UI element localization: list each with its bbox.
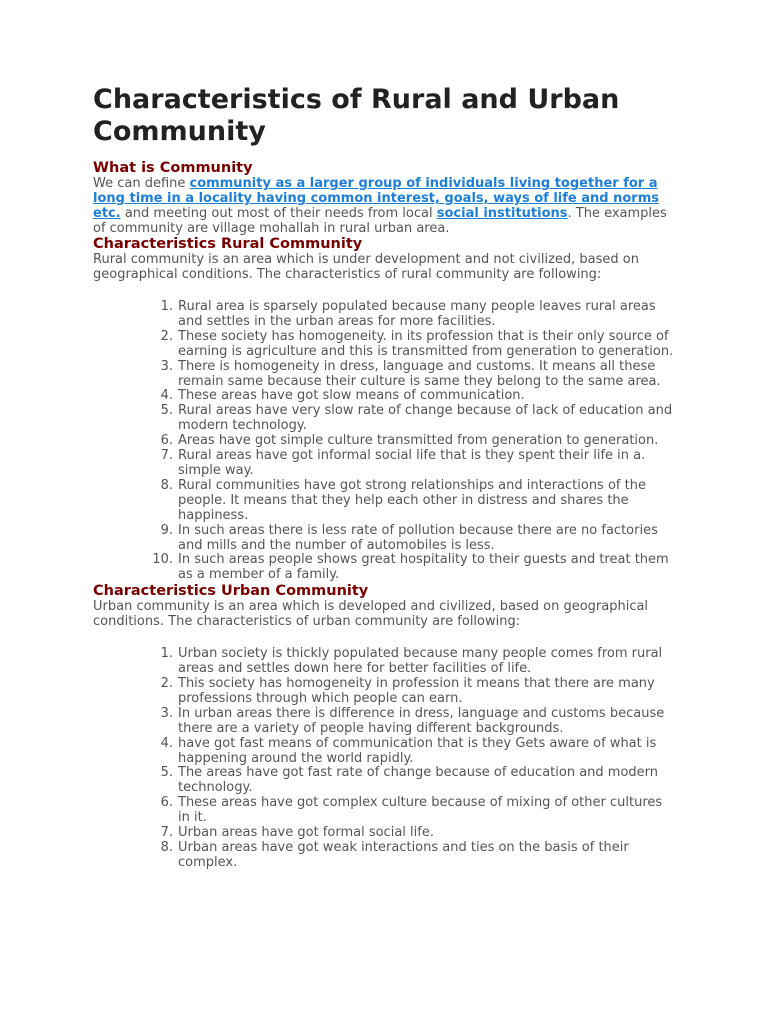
list-item xyxy=(93,707,677,737)
list-item-text: Urban areas have got formal social life. xyxy=(178,825,434,841)
section-heading-urban-community: Characteristics Urban Community xyxy=(93,583,369,600)
list-item xyxy=(93,389,677,404)
list-item-text: These society has homogeneity. in its profession that is their only source of earning is agriculture and this is transmitted from generation to generation. xyxy=(178,328,674,359)
section-heading-what-is-community: What is Community xyxy=(93,160,253,176)
definition-text-after: . The examples of community are village mohallah in rural urban area. xyxy=(93,206,667,236)
list-item xyxy=(93,434,677,449)
list-item-number: 4. xyxy=(160,735,173,751)
list-item-text: Rural areas have very slow rate of change because of lack of education and modern technology. xyxy=(178,403,673,434)
list-item-number: 1. xyxy=(160,299,173,314)
community-definition-link[interactable]: community as a larger group of individuals living together for a long time in a locality having common interest, goals, ways of life and norms etc. xyxy=(93,176,659,221)
list-item xyxy=(93,300,677,330)
list-item-number: 1. xyxy=(160,646,173,662)
rural-characteristics-list xyxy=(93,300,677,583)
list-item xyxy=(93,737,677,767)
list-item-number: 3. xyxy=(160,705,173,721)
list-item xyxy=(93,796,677,826)
list-item xyxy=(93,647,677,677)
list-item xyxy=(93,360,677,390)
list-item-text: Rural areas have got informal social life that is they spent their life in a. simple way. xyxy=(178,448,646,478)
list-item-text: These areas have got slow means of communication. xyxy=(178,388,525,404)
list-item-text: There is homogeneity in dress, language and customs. It means all these remain same because their culture is same they belong to the same area. xyxy=(178,358,661,389)
list-item-number: 8. xyxy=(160,840,173,855)
list-item xyxy=(93,677,677,707)
list-item-number: 4. xyxy=(160,388,173,404)
definition-text-middle: and meeting out most of their needs from local xyxy=(120,206,437,221)
definition-text-before: We can define xyxy=(93,176,190,191)
list-item-number: 8. xyxy=(160,477,173,493)
list-item-text: have got fast means of communication that is they Gets aware of what is happening around the world rapidly. xyxy=(178,735,657,766)
list-item-number: 6. xyxy=(160,433,173,449)
rural-intro-paragraph: Rural community is an area which is under development and not civilized, based on geographical conditions. The characteristics of rural community are following: xyxy=(93,252,639,282)
list-item-number: 2. xyxy=(160,676,173,692)
list-item-number: 9. xyxy=(160,522,173,538)
list-item-text: These areas have got complex culture because of mixing of other cultures in it. xyxy=(178,795,663,826)
list-item-number: 6. xyxy=(160,795,173,811)
list-item-text: Rural area is sparsely populated because many people leaves rural areas and settles in the urban areas for more facilities. xyxy=(178,299,656,329)
list-item-text: In such areas there is less rate of pollution because there are no factories and mills and the number of automobiles is less. xyxy=(178,522,658,553)
list-item xyxy=(93,826,677,841)
urban-intro-paragraph: Urban community is an area which is developed and civilized, based on geographical conditions. The characteristics of urban community are following: xyxy=(93,599,649,630)
list-item-text: In urban areas there is difference in dress, language and customs because there are a variety of people having different backgrounds. xyxy=(178,705,665,736)
list-item-text: The areas have got fast rate of change because of education and modern technology. xyxy=(178,765,659,796)
page-title: Characteristics of Rural and Urban Community xyxy=(93,84,620,147)
list-item-text: Areas have got simple culture transmitted from generation to generation. xyxy=(178,433,659,449)
list-item-number: 5. xyxy=(160,765,173,781)
list-item xyxy=(93,841,677,871)
list-item xyxy=(93,524,677,554)
section-heading-rural-community: Characteristics Rural Community xyxy=(93,236,363,252)
list-item xyxy=(93,449,677,479)
list-item-number: 2. xyxy=(160,328,173,344)
list-item-text: Urban society is thickly populated because many people comes from rural areas and settles down here for better facilities of life. xyxy=(178,646,663,677)
list-item xyxy=(93,766,677,796)
community-definition-paragraph xyxy=(93,176,677,236)
list-item-number: 10. xyxy=(152,552,173,568)
list-item-text: Rural communities have got strong relationships and interactions of the people. It means that they help each other in distress and shares the happiness. xyxy=(178,477,646,523)
list-item-number: 7. xyxy=(160,448,173,464)
list-item-text: Urban areas have got weak interactions and ties on the basis of their complex. xyxy=(178,840,629,870)
list-item xyxy=(93,479,677,524)
social-institutions-link[interactable]: social institutions xyxy=(436,206,568,221)
list-item-number: 5. xyxy=(160,403,173,419)
list-item xyxy=(93,330,677,360)
list-item-text: This society has homogeneity in profession it means that there are many professions through which people can earn. xyxy=(178,676,655,706)
list-item-text: In such areas people shows great hospitality to their guests and treat them as a member of a family. xyxy=(178,552,669,583)
list-item-number: 7. xyxy=(160,825,173,841)
list-item-number: 3. xyxy=(160,358,173,374)
urban-characteristics-list xyxy=(93,647,677,871)
document-page xyxy=(93,84,677,871)
list-item xyxy=(93,404,677,434)
list-item xyxy=(93,553,677,583)
